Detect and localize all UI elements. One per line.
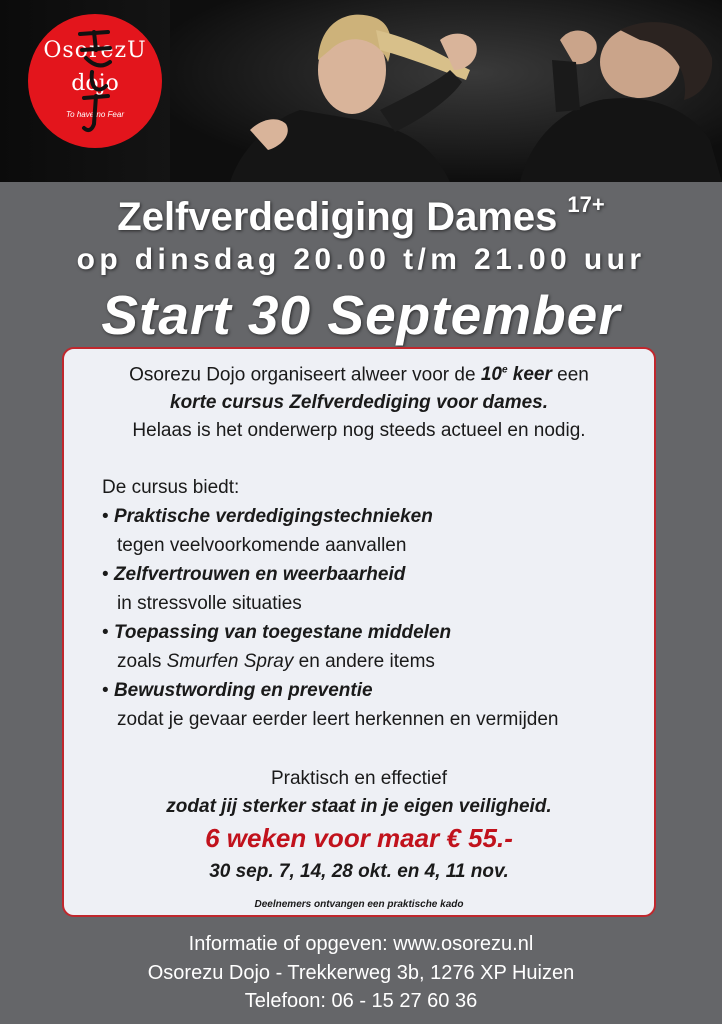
page-title <box>0 192 722 240</box>
list-item: • Praktische verdedigingstechnieken <box>102 506 433 527</box>
logo-name: OsorezU <box>43 37 147 63</box>
gift-note: Deelnemers ontvangen een praktische kado <box>254 899 464 910</box>
logo-subtitle: dojo <box>71 70 119 96</box>
logo-motto: To have no Fear <box>66 109 124 119</box>
schedule-text: op dinsdag 20.00 t/m 21.00 uur <box>76 243 646 276</box>
title-text: Zelfverdediging Dames <box>117 195 558 239</box>
intro-line-2: korte cursus Zelfverdediging voor dames. <box>170 392 548 414</box>
info-card <box>62 347 656 917</box>
list-item-detail: zoals Smurfen Spray en andere items <box>117 651 435 672</box>
closing-line-1: Praktisch en effectief <box>270 768 448 789</box>
offer-heading: De cursus biedt: <box>102 477 240 498</box>
header-banner <box>0 0 722 182</box>
intro-paragraph <box>64 357 654 445</box>
contact-footer <box>0 930 722 1016</box>
closing-line-2: zodat jij sterker staat in je eigen veiligheid. <box>166 796 552 817</box>
list-item-detail: tegen veelvoorkomende aanvallen <box>117 535 407 556</box>
course-offer-list <box>102 473 559 734</box>
closing-text <box>64 765 654 821</box>
list-item: • Zelfvertrouwen en weerbaarheid <box>102 564 406 585</box>
intro-line-3: Helaas is het onderwerp nog steeds actueel en nodig. <box>132 420 586 442</box>
address-info: Osorezu Dojo - Trekkerweg 3b, 1276 XP Huizen <box>147 961 575 984</box>
course-dates: 30 sep. 7, 14, 28 okt. en 4, 11 nov. <box>209 861 509 882</box>
price-text: 6 weken voor maar € 55.- <box>205 823 513 853</box>
age-badge: 17+ <box>567 192 605 217</box>
list-item-detail: zodat je gevaar eerder leert herkennen en vermijden <box>117 709 559 730</box>
website-info[interactable]: Informatie of opgeven: www.osorezu.nl <box>188 933 534 955</box>
phone-info[interactable]: Telefoon: 06 - 15 27 60 36 <box>244 990 478 1012</box>
list-item: • Bewustwording en preventie <box>102 680 373 701</box>
intro-line-1: Osorezu Dojo organiseert alweer voor de 10e keer een <box>129 364 589 386</box>
kanji-glyph-icon <box>72 28 118 138</box>
list-item-detail: in stressvolle situaties <box>117 593 302 614</box>
dojo-logo[interactable] <box>28 14 162 148</box>
start-date: Start 30 September <box>101 284 621 346</box>
list-item: • Toepassing van toegestane middelen <box>102 622 452 643</box>
